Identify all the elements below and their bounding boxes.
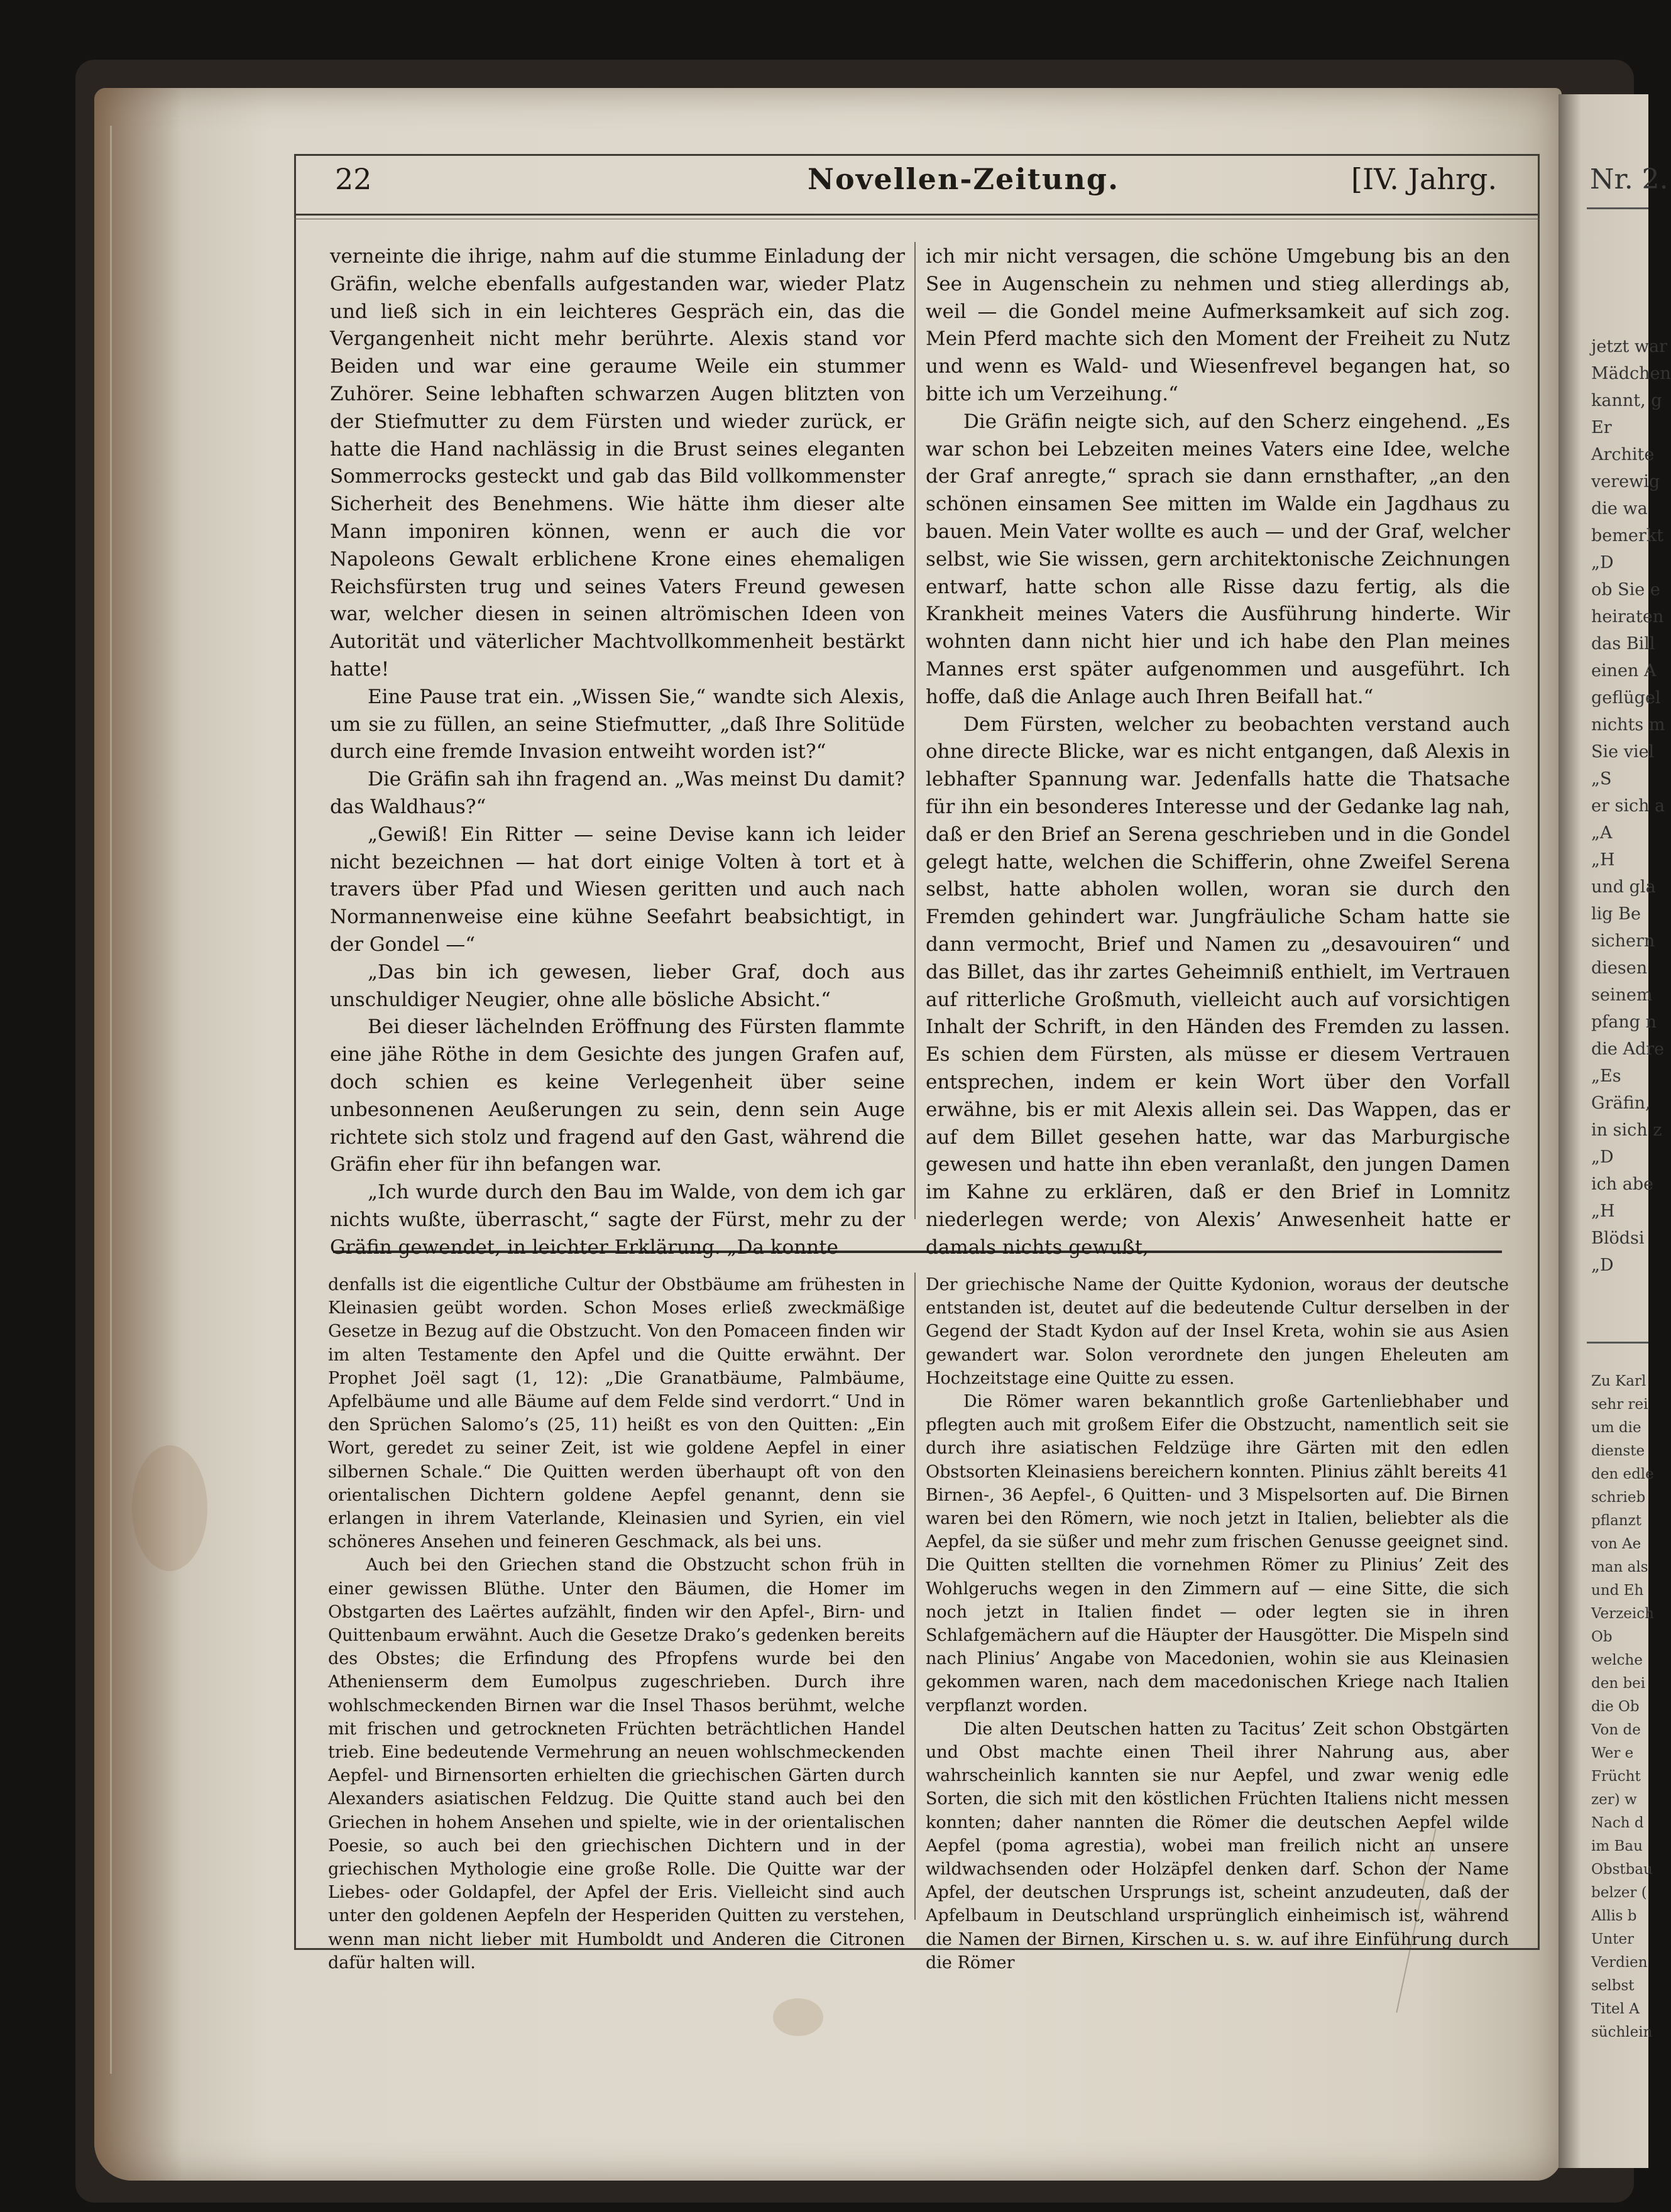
adjacent-page-line: sichern	[1591, 931, 1655, 951]
adjacent-page-line: ich abe	[1591, 1174, 1654, 1194]
footnote-column-divider	[914, 1273, 916, 1920]
paragraph: Der griechische Name der Quitte Kydonion, woraus der deutsche entstanden ist, deutet auf die bedeutende Cultur derselben in der Gegend der Stadt Kydon auf der Insel Kreta, wohin sie aus Asien gewandert war. Solon verordnete den jungen Eheleuten am Hochzeitstage eine Quitte zu essen.	[926, 1275, 1509, 1388]
adjacent-page-line: „A	[1591, 823, 1613, 843]
adjacent-page-line: selbst	[1591, 1978, 1635, 1994]
main-text-right-column	[926, 243, 1510, 1261]
paragraph: ich mir nicht versagen, die schöne Umgebung bis an den See in Augenschein zu nehmen und stieg allerdings ab, weil — die Gondel meine Aufmerksamkeit auf sich zog. Mein Pferd machte sich den Moment der Freiheit zu Nutz und wenn es Wald- und Wiesenfrevel begangen hat, so bitte ich um Verzeihung.“	[926, 245, 1510, 405]
adjacent-page-line: Blödsi	[1591, 1229, 1645, 1248]
paragraph: Die Gräfin sah ihn fragend an. „Was meinst Du damit? das Waldhaus?“	[330, 768, 905, 818]
adjacent-page-line: Nach d	[1591, 1815, 1644, 1831]
adjacent-page-line: welche	[1591, 1652, 1643, 1668]
adjacent-page-line: Verdien	[1591, 1954, 1648, 1971]
adjacent-page-line: heiraten	[1591, 607, 1664, 627]
paragraph: Die alten Deutschen hatten zu Tacitus’ Zeit schon Obstgärten und Obst machte einen Theil ihrer Nahrung aus, aber wahrscheinlich kannten sie nur Aepfel, und zwar wenig edle Sorten, die sich mit den köstlichen Früchten Italiens nicht messen konnten; daher nannten die Römer die deutschen Aepfel wilde Aepfel (poma agrestia), wobei man freilich nicht an unsere wildwachsenden oder Holzäpfel denken darf. Schon der Name Apfel, der deutschen Ursprungs ist, scheint anzudeuten, daß der Apfelbaum in Deutschland ursprünglich einheimisch ist, während die Namen der Birnen, Kirschen u. s. w. auf ihre Einführung durch die Römer	[926, 1719, 1509, 1973]
paper-stain	[773, 1998, 823, 2036]
adjacent-page-line: Allis b	[1591, 1908, 1637, 1924]
adjacent-page-line: einen A	[1591, 661, 1657, 681]
adjacent-page-header: Nr. 2.	[1590, 163, 1668, 195]
adjacent-page-line: Obstbau	[1591, 1861, 1653, 1878]
paragraph: „Das bin ich gewesen, lieber Graf, doch aus unschuldiger Neugier, ohne alle bösliche Absicht.“	[330, 960, 905, 1011]
paragraph: „Ich wurde durch den Bau im Walde, von dem ich gar nichts wußte, überrascht,“ sagte der Fürst, mehr zu der Gräfin gewendet, in leichter Erklärung. „Da konnte	[330, 1181, 905, 1259]
adjacent-page-line: süchlein	[1591, 2024, 1653, 2040]
adjacent-page-line: Unter	[1591, 1931, 1635, 1947]
adjacent-page-line: „D	[1591, 1147, 1614, 1167]
adjacent-page-line: die Adre	[1591, 1039, 1665, 1059]
adjacent-page-line: zer) w	[1591, 1792, 1637, 1808]
adjacent-page-line: „H	[1591, 1202, 1615, 1221]
adjacent-page-line: den bei	[1591, 1675, 1646, 1692]
paragraph: Die Römer waren bekanntlich große Gartenliebhaber und pflegten auch mit großem Eifer die Obstzucht, namentlich seit sie durch ihre asiatischen Feldzüge ihre Gärten mit den edlen Obstsorten Kleinasiens bereichern konnten. Plinius zählt bereits 41 Birnen-, 36 Aepfel-, 6 Quitten- und 3 Mispelsorten auf. Die Birnen waren bei den Römern, wie noch jetzt in Italien, beliebter als die Aepfel, da sie süßer und mehr zum frischen Genusse geeignet sind. Die Quitten stellten die vornehmen Römer zu Plinius’ Zeit des Wohlgeruchs wegen in den Zimmern auf — eine Sitte, die sich noch jetzt in Italien findet — oder legten sie in ihren Schlafgemächern auf die Häupter der Hausgötter. Die Mispeln sind nach Plinius’ Angabe von Macedonien, wohin sie aus Kleinasien gekommen waren, nach dem macedonischen Kriege nach Italien verpflanzt worden.	[926, 1392, 1509, 1716]
paper-stain	[132, 1445, 207, 1571]
adjacent-page-line: dienste	[1591, 1443, 1645, 1459]
adjacent-page-line: um die	[1591, 1420, 1641, 1436]
adjacent-page-line: verewig	[1591, 472, 1660, 491]
adjacent-page-text	[1591, 333, 1671, 1279]
adjacent-page-line: jetzt war	[1591, 337, 1667, 356]
footnote-right-column	[926, 1273, 1509, 1974]
adjacent-page-line: er sich a	[1591, 796, 1665, 816]
column-divider	[914, 242, 916, 1219]
journal-title: Novellen-Zeitung.	[808, 162, 1120, 196]
adjacent-page-line: Von de	[1591, 1722, 1641, 1738]
adjacent-page-line: die Ob	[1591, 1699, 1640, 1715]
paragraph: Die Gräfin neigte sich, auf den Scherz eingehend. „Es war schon bei Lebzeiten meines Vaters eine Idee, welche der Graf anregte,“ sprach sie dann ernsthafter, „an den schönen einsamen See mitten im Walde ein Jagdhaus zu bauen. Mein Vater wollte es auch — und der Graf, welcher selbst, wie Sie wissen, gern architektonische Zeichnungen entwarf, hatte schon alle Risse dazu fertig, als die Krankheit meines Vaters die Ausführung hinderte. Wir wohnten dann nicht hier und ich habe den Plan meines Mannes erst später aufgenommen und ausgeführt. Ich hoffe, daß die Anlage auch Ihren Beifall hat.“	[926, 410, 1510, 708]
adjacent-page-line: pfang n	[1591, 1012, 1657, 1032]
adjacent-page-line: Mädchen	[1591, 364, 1671, 383]
adjacent-page-line: Frücht	[1591, 1768, 1641, 1785]
paragraph: verneinte die ihrige, nahm auf die stumme Einladung der Gräfin, welche ebenfalls aufgestanden war, wieder Platz und ließ sich in ein leichteres Gespräch ein, das die Vergangenheit nicht mehr berührte. Alexis stand vor Beiden und war eine geraume Weile ein stummer Zuhörer. Seine lebhaften schwarzen Augen blitzten von der Stiefmutter zu dem Fürsten und wieder zurück, er hatte die Hand nachlässig in die Brust seines eleganten Sommerrocks gesteckt und gab das Bild vollkommenster Sicherheit des Benehmens. Wie hätte ihm dieser alte Mann imponiren können, wenn er auch die vor Napoleons Gewalt erblichene Krone eines ehemaligen Reichsfürsten trug und seines Vaters Freund gewesen war, welcher diesen in seinen altrömischen Ideen von Autorität und väterlicher Machtvollkommenheit bestärkt hatte!	[330, 245, 905, 681]
adjacent-page-line: ob Sie e	[1591, 580, 1660, 600]
adjacent-page-line: Wer e	[1591, 1745, 1634, 1761]
adjacent-page-line: Ob	[1591, 1629, 1613, 1645]
adjacent-page-line: Gräfin,	[1591, 1093, 1651, 1113]
adjacent-page-line: „Es	[1591, 1066, 1621, 1086]
adjacent-page-line: pflanzt	[1591, 1513, 1641, 1529]
adjacent-page-line: das Bill	[1591, 634, 1655, 654]
adjacent-page-rule	[1587, 207, 1648, 209]
adjacent-page-line: nichts m	[1591, 715, 1665, 735]
adjacent-page-line: den edle	[1591, 1466, 1654, 1482]
adjacent-page-line: die wa	[1591, 499, 1648, 518]
adjacent-page-rule	[1587, 1342, 1648, 1344]
adjacent-page-line: seinem	[1591, 985, 1653, 1005]
adjacent-page-line: Er	[1591, 418, 1612, 437]
volume-label: [IV. Jahrg.	[1351, 162, 1498, 196]
adjacent-page-footnote	[1591, 1370, 1654, 2044]
paragraph: denfalls ist die eigentliche Cultur der Obstbäume am frühesten in Kleinasien geübt worden. Schon Moses erließ zweckmäßige Gesetze in Bezug auf die Obstzucht. Von den Pomaceen finden wir im alten Testamente den Apfel und die Quitte erwähnt. Der Prophet Joël sagt (1, 12): „Die Granatbäume, Palmbäume, Apfelbäume und alle Bäume auf dem Felde sind verdorrt.“ Und in den Sprüchen Salomo’s (25, 11) heißt es von den Quitten: „Ein Wort, geredet zu seiner Zeit, ist wie goldene Aepfel in einer silbernen Schale.“ Die Quitten werden überhaupt oft von den orientalischen Dichtern goldene Aepfel genannt, denn sie erlangen in ihrem Vaterlande, Kleinasien und Syrien, ein viel schöneres Ansehen und feineren Geschmack, als bei uns.	[328, 1275, 905, 1552]
paragraph: Auch bei den Griechen stand die Obstzucht schon früh in einer gewissen Blüthe. Unter den Bäumen, die Homer im Obstgarten des Laërtes aufzählt, finden wir den Apfel-, Birn- und Quittenbaum erwähnt. Auch die Gesetze Drako’s gedenken bereits des Obstes; die Erfindung des Pfropfens wurde bei den Athenienserm dem Eumolpus zugeschrieben. Durch ihre wohlschmeckenden Birnen war die Insel Thasos berühmt, welche mit frischen und getrockneten Früchten beträchtlichen Handel trieb. Eine bedeutende Vermehrung an neuen wohlschmeckenden Aepfel- und Birnensorten erhielten die griechischen Gärten durch Alexanders asiatischen Feldzug. Die Quitte stand auch bei den Griechen in hohem Ansehen und spielte, wie in der orientalischen Poesie, so auch bei den griechischen Dichtern und in der griechischen Mythologie eine große Rolle. Die Quitte war der Liebes- oder Goldapfel, der Apfel der Eris. Vielleicht sind auch unter den goldenen Aepfeln der Hesperiden Quitten zu verstehen, wenn man nicht lieber mit Humboldt und Anderen die Citronen dafür halten will.	[328, 1555, 905, 1973]
paragraph: „Gewiß! Ein Ritter — seine Devise kann ich leider nicht bezeichnen — hat dort einige Volten à tort et à travers über Pfad und Wiesen geritten und auch nach Normannenweise eine kühne Seefahrt beabsichtigt, in der Gondel —“	[330, 823, 905, 956]
adjacent-page-line: „D	[1591, 553, 1614, 572]
adjacent-page-line: von Ae	[1591, 1536, 1641, 1552]
paragraph: Eine Pause trat ein. „Wissen Sie,“ wandte sich Alexis, um sie zu füllen, an seine Stiefmutter, „daß Ihre Solitüde durch eine fremde Invasion entweiht worden ist?“	[330, 685, 905, 764]
adjacent-page-line: lig Be	[1591, 904, 1641, 924]
main-text-left-column	[330, 243, 905, 1261]
adjacent-page-line: Zu Karl	[1591, 1373, 1646, 1389]
adjacent-page-line: schrieb	[1591, 1489, 1646, 1506]
adjacent-page-line: Sie viel	[1591, 742, 1655, 762]
adjacent-page	[1559, 94, 1671, 2168]
adjacent-page-line: und gla	[1591, 877, 1656, 897]
adjacent-page-line: „D	[1591, 1256, 1614, 1275]
adjacent-page-line: Titel A	[1591, 2001, 1640, 2017]
adjacent-page-line: in sich z	[1591, 1120, 1662, 1140]
paragraph: Dem Fürsten, welcher zu beobachten verstand auch ohne directe Blicke, war es nicht entgangen, daß Alexis in lebhafter Spannung war. Jedenfalls hatte die Thatsache für ihn ein besonderes Interesse und der Gedanke lag nah, daß er den Brief an Serena geschrieben und in die Gondel gelegt hatte, welchen die Schifferin, ohne Zweifel Serena selbst, hatte abholen wollen, woran sie durch den Fremden gehindert war. Jungfräuliche Scham hatte sie dann vermocht, Brief und Namen zu „desavouiren“ und das Billet, das ihr zartes Geheimniß enthielt, im Vertrauen auf ritterliche Großmuth, vielleicht auch auf vorsichtigen Inhalt der Schrift, in den Händen des Fremden zu lassen. Es schien dem Fürsten, als müsse er diesem Vertrauen entsprechen, indem er kein Wort über den Vorfall erwähne, bis er mit Alexis allein sei. Das Wappen, das er auf dem Billet gesehen hatte, war das Marburgische gewesen und hatte ihn eben veranlaßt, den jungen Damen im Kahne zu erklären, daß er den Brief in Lomnitz niederlegen werde; von Alexis’ Anwesenheit hatte er damals nichts gewußt,	[926, 713, 1510, 1259]
page-edge	[110, 126, 137, 2074]
adjacent-page-line: belzer (	[1591, 1885, 1647, 1901]
adjacent-page-line: „S	[1591, 769, 1612, 789]
adjacent-page-line: „H	[1591, 850, 1615, 870]
adjacent-page-line: geflügel	[1591, 688, 1661, 708]
adjacent-page-line: diesen	[1591, 958, 1648, 978]
paragraph: Bei dieser lächelnden Eröffnung des Fürsten flammte eine jähe Röthe in dem Gesichte des jungen Grafen auf, doch schien es keine Verlegenheit über seine unbesonnenen Aeußerungen zu sein, denn sein Auge richtete sich stolz und fragend auf den Gast, während die Gräfin eher für ihn befangen war.	[330, 1016, 905, 1176]
adjacent-page-line: man als	[1591, 1559, 1648, 1575]
adjacent-page-line: sehr rei	[1591, 1396, 1648, 1413]
adjacent-page-line: im Bau	[1591, 1838, 1643, 1854]
adjacent-page-line: Archite	[1591, 445, 1655, 464]
footnote-left-column	[328, 1273, 905, 1974]
header-rule	[294, 214, 1540, 216]
page-number: 22	[335, 162, 372, 196]
adjacent-page-line: und Eh	[1591, 1582, 1644, 1599]
adjacent-page-line: kannt, g	[1591, 391, 1662, 410]
adjacent-page-line: bemerkt	[1591, 526, 1663, 545]
adjacent-page-line: Verzeich	[1591, 1606, 1654, 1622]
